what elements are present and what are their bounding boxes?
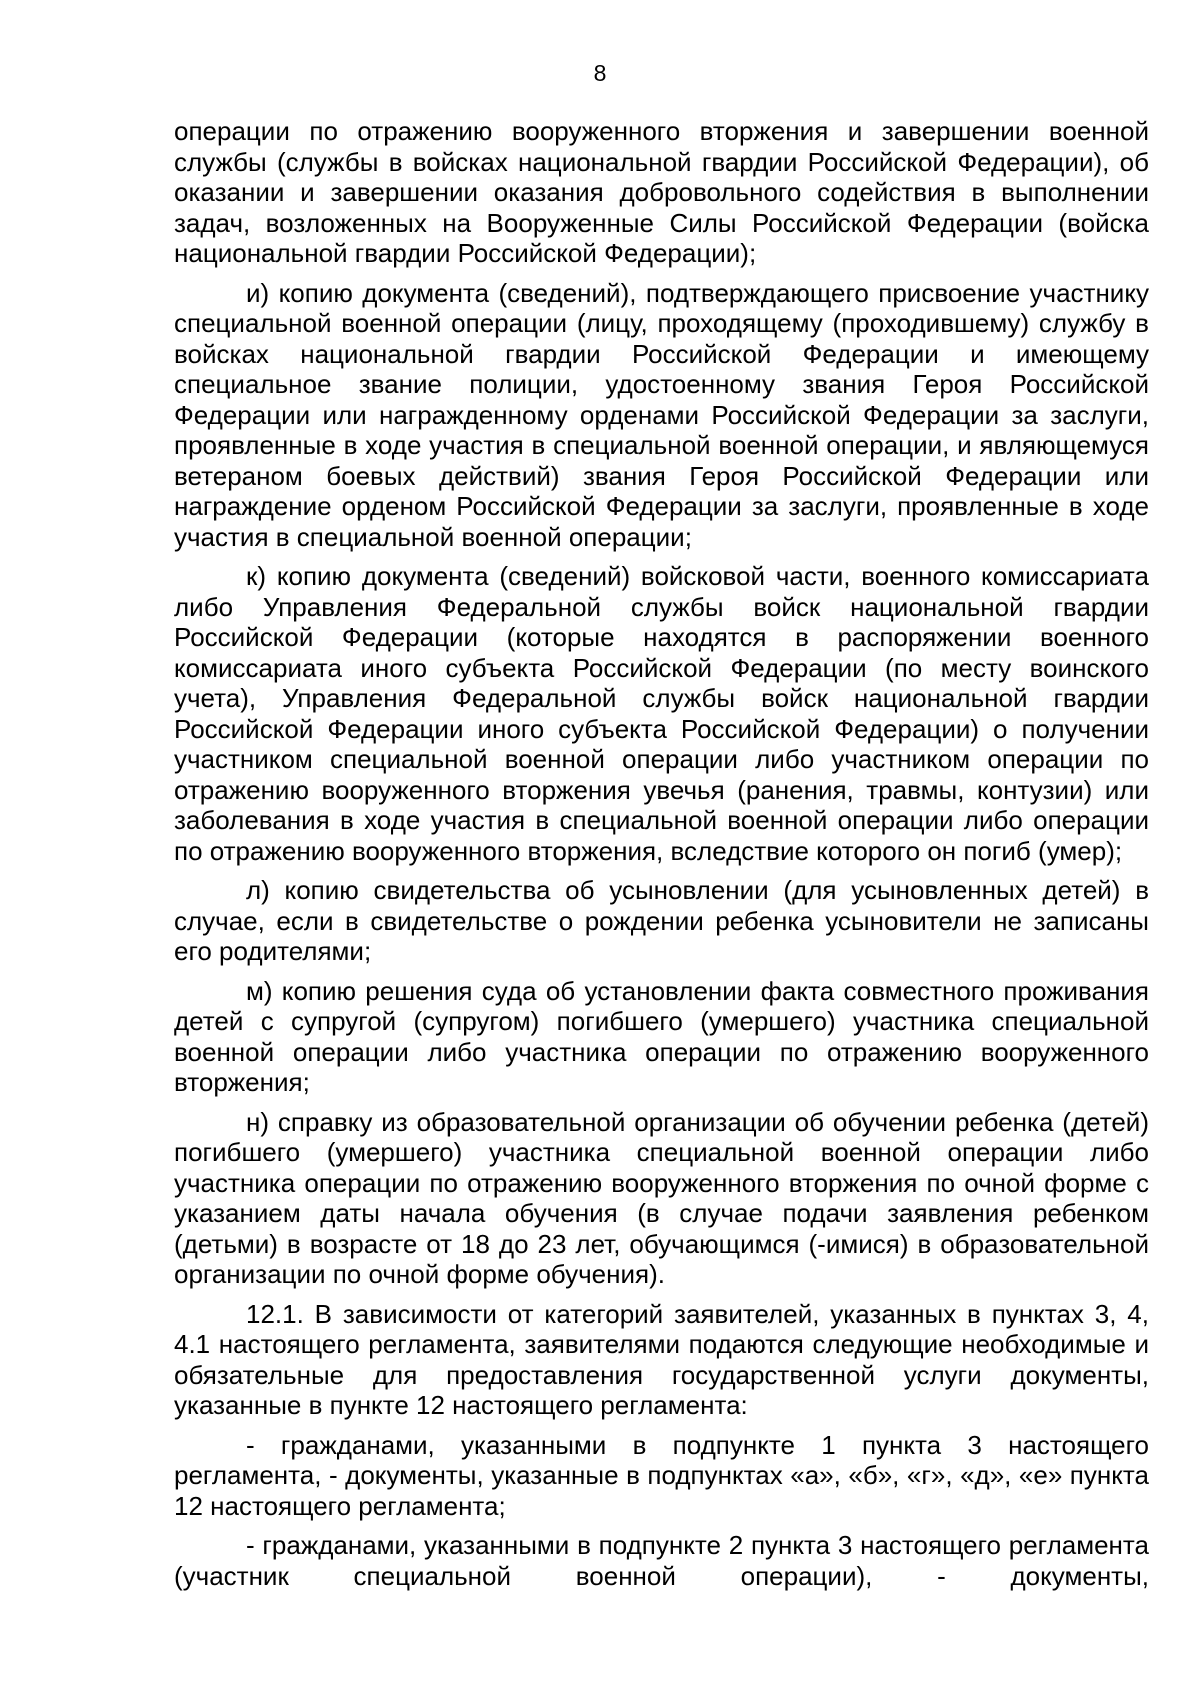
paragraph-continuation: операции по отражению вооруженного вторжения и завершении военной службы (службы в войсках национальной гвардии Российской Федерации), об оказании и завершении оказания добровольного содействия в выполнении задач, возложенных на Вооруженные Силы Российской Федерации (войска национальной гвардии Российской Федерации); — [174, 116, 1149, 268]
paragraph-item-m: м) копию решения суда об установлении факта совместного проживания детей с супругой (супругом) погибшего (умершего) участника специальной военной операции либо участника операции по отражению вооруженного вторжения; — [174, 975, 1149, 1097]
document-body — [174, 116, 1149, 1600]
paragraph-item-n: н) справку из образовательной организации об обучении ребенка (детей) погибшего (умершего) участника специальной военной операции либо участника операции по отражению вооруженного вторжения по очной форме с указанием даты начала обучения (в случае подачи заявления ребенком (детьми) в возрасте от 18 до 23 лет, обучающимся (-имися) в образовательной организации по очной форме обучения). — [174, 1106, 1149, 1289]
page-number: 8 — [593, 60, 607, 86]
paragraph-category-1: - гражданами, указанными в подпункте 1 пункта 3 настоящего регламента, - документы, указанные в подпунктах «а», «б», «г», «д», «е» пункта 12 настоящего регламента; — [174, 1429, 1149, 1521]
paragraph-item-k: к) копию документа (сведений) войсковой части, военного комиссариата либо Управления Федеральной службы войск национальной гвардии Российской Федерации (которые находятся в распоряжении военного комиссариата иного субъекта Российской Федерации (по месту воинского учета), Управления Федеральной службы войск национальной гвардии Российской Федерации иного субъекта Российской Федерации) о получении участником специальной военной операции либо участником операции по отражению вооруженного вторжения увечья (ранения, травмы, контузии) или заболевания в ходе участия в специальной военной операции либо операции по отражению вооруженного вторжения, вследствие которого он погиб (умер); — [174, 561, 1149, 866]
paragraph-item-i: и) копию документа (сведений), подтверждающего присвоение участнику специальной военной операции (лицу, проходящему (проходившему) службу в войсках национальной гвардии Российской Федерации и имеющему специальное звание полиции, удостоенному звания Героя Российской Федерации или награжденному орденами Российской Федерации за заслуги, проявленные в ходе участия в специальной военной операции, и являющемуся ветераном боевых действий) звания Героя Российской Федерации или награждение орденом Российской Федерации за заслуги, проявленные в ходе участия в специальной военной операции; — [174, 277, 1149, 552]
paragraph-12-1: 12.1. В зависимости от категорий заявителей, указанных в пунктах 3, 4, 4.1 настоящего регламента, заявителями подаются следующие необходимые и обязательные для предоставления государственной услуги документы, указанные в пункте 12 настоящего регламента: — [174, 1298, 1149, 1420]
paragraph-item-l: л) копию свидетельства об усыновлении (для усыновленных детей) в случае, если в свидетельстве о рождении ребенка усыновители не записаны его родителями; — [174, 875, 1149, 966]
paragraph-category-2: - гражданами, указанными в подпункте 2 пункта 3 настоящего регламента (участник специальной военной операции), - документы, — [174, 1530, 1149, 1591]
